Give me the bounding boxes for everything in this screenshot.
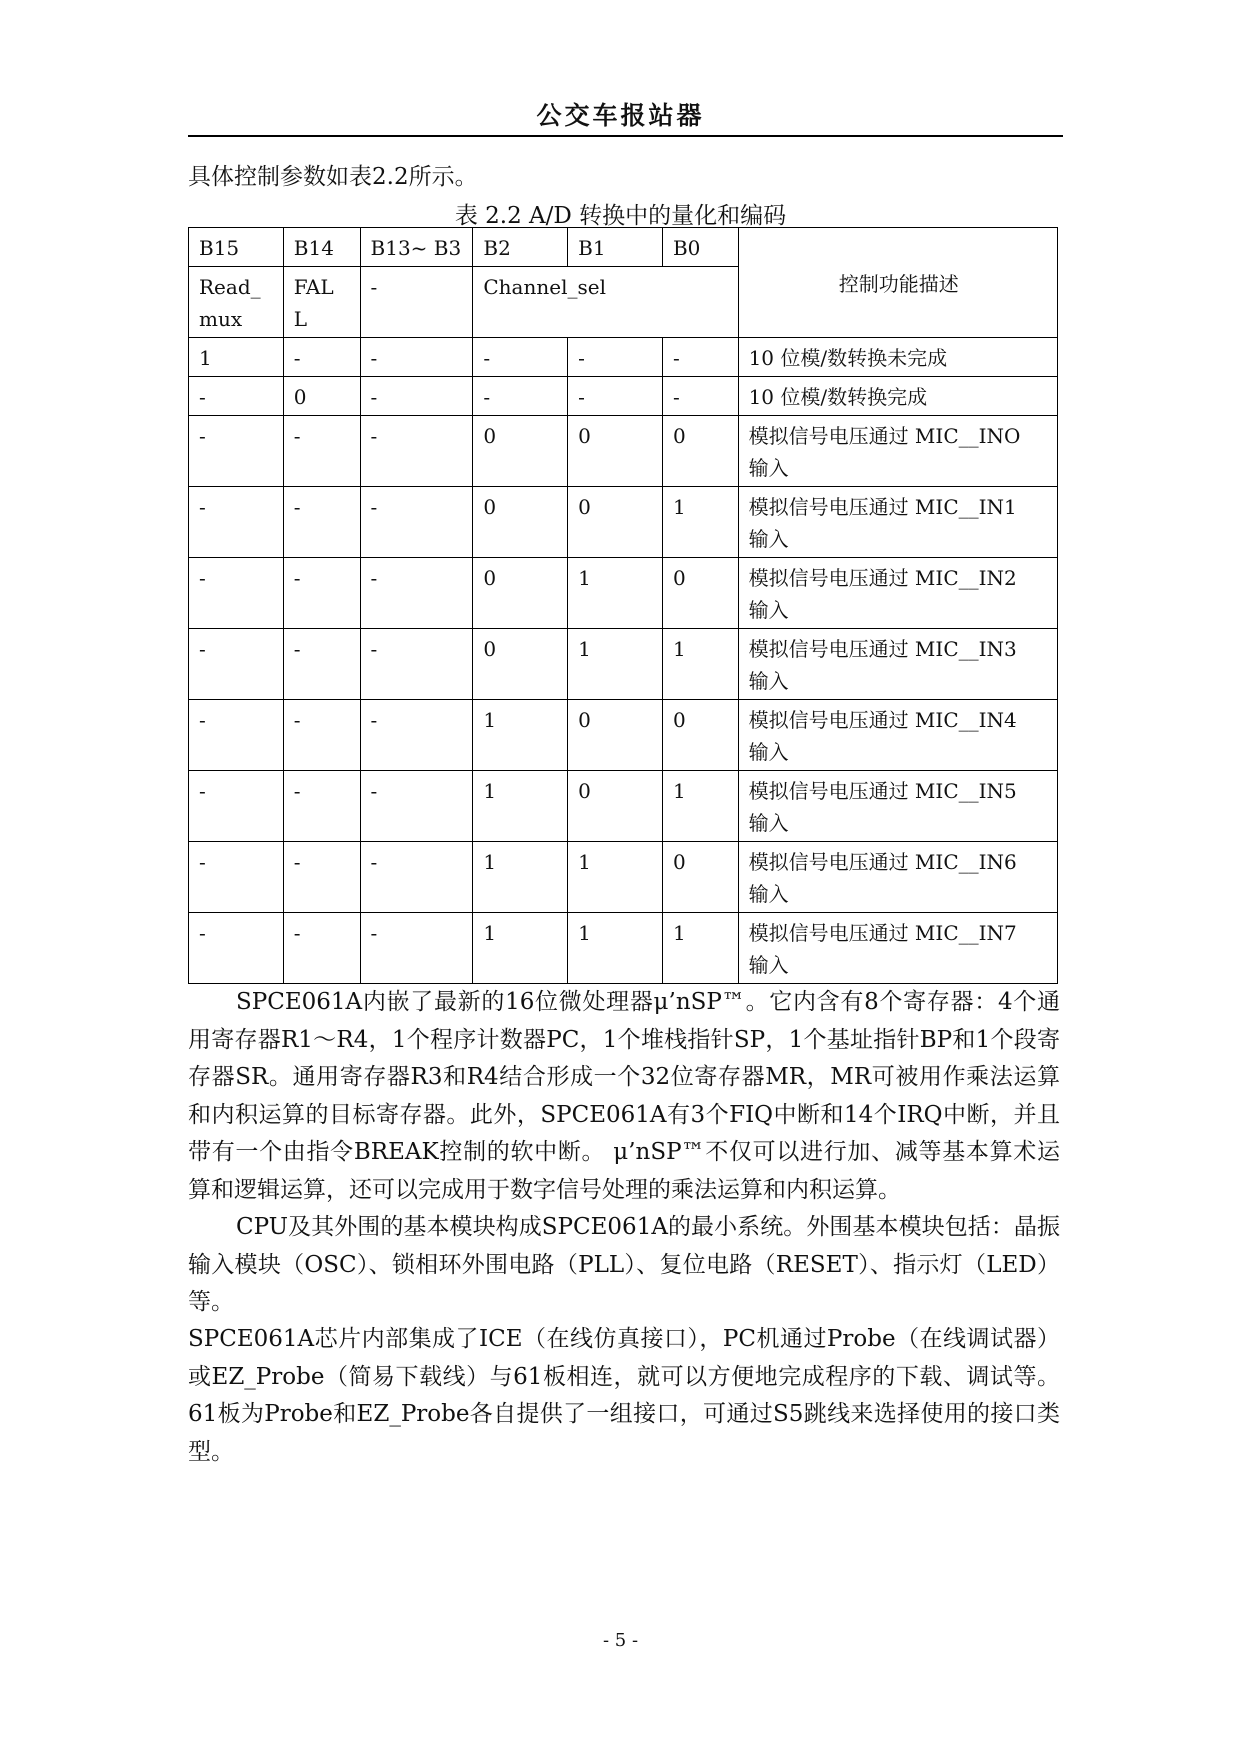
cell-b14: -: [283, 842, 360, 913]
cell-b13-b3: -: [360, 487, 473, 558]
ad-control-table: [188, 227, 1058, 984]
cell-b13-b3: -: [360, 700, 473, 771]
table-row: [189, 629, 1058, 700]
paragraph-ice: SPCE061A芯片内部集成了ICE（在线仿真接口），PC机通过Probe（在线调试器）或EZ_Probe（简易下载线）与61板相连，就可以方便地完成程序的下载、调试等。61板为Probe和EZ_Probe各自提供了一组接口，可通过S5跳线来选择使用的接口类型。: [188, 1326, 1060, 1465]
cell-b15: -: [189, 629, 284, 700]
cell-b2: 1: [473, 771, 568, 842]
cell-description: 模拟信号电压通过 MIC__IN4 输入: [738, 700, 1057, 771]
cell-b14: -: [283, 700, 360, 771]
cell-b15: -: [189, 913, 284, 984]
col-header-b15: B15: [189, 228, 284, 267]
table-row: [189, 338, 1058, 377]
cell-b14: -: [283, 416, 360, 487]
cell-b13-b3: -: [360, 377, 473, 416]
cell-b2: 0: [473, 416, 568, 487]
cell-description: 模拟信号电压通过 MIC__IN1 输入: [738, 487, 1057, 558]
cell-b14: 0: [283, 377, 360, 416]
cell-b0: 0: [662, 842, 738, 913]
cell-b1: 0: [568, 771, 663, 842]
cell-description: 10 位模/数转换未完成: [738, 338, 1057, 377]
cell-b2: 1: [473, 913, 568, 984]
cell-b1: -: [568, 377, 663, 416]
description-header: 控制功能描述: [738, 228, 1057, 338]
header-row: [189, 228, 1058, 267]
cell-b14: -: [283, 558, 360, 629]
cell-description: 模拟信号电压通过 MIC__IN2 输入: [738, 558, 1057, 629]
col-header-b1: B1: [568, 228, 663, 267]
cell-b0: 0: [662, 558, 738, 629]
cell-b2: 0: [473, 629, 568, 700]
cell-b1: -: [568, 338, 663, 377]
cell-b13-b3: -: [360, 913, 473, 984]
cell-b0: -: [662, 377, 738, 416]
cell-b2: -: [473, 377, 568, 416]
field-b13-b3: -: [360, 267, 473, 338]
table-row: [189, 487, 1058, 558]
cell-b0: 1: [662, 771, 738, 842]
cell-b0: 1: [662, 629, 738, 700]
field-channel-sel: Channel_sel: [473, 267, 738, 338]
cell-b1: 1: [568, 913, 663, 984]
cell-b1: 1: [568, 842, 663, 913]
table-row: [189, 700, 1058, 771]
cell-description: 模拟信号电压通过 MIC__IN7 输入: [738, 913, 1057, 984]
table-row: [189, 558, 1058, 629]
cell-b15: -: [189, 558, 284, 629]
table-row: [189, 842, 1058, 913]
paragraph-minimum-system: CPU及其外围的基本模块构成SPCE061A的最小系统。外围基本模块包括：晶振输入模块（OSC）、锁相环外围电路（PLL）、复位电路（RESET）、指示灯（LED）等。: [188, 1214, 1060, 1315]
cell-b1: 0: [568, 700, 663, 771]
cell-b13-b3: -: [360, 338, 473, 377]
table-row: [189, 377, 1058, 416]
cell-b2: 0: [473, 487, 568, 558]
cell-b15: 1: [189, 338, 284, 377]
cell-b1: 1: [568, 558, 663, 629]
cell-b13-b3: -: [360, 558, 473, 629]
cell-b0: -: [662, 338, 738, 377]
cell-b14: -: [283, 338, 360, 377]
col-header-b14: B14: [283, 228, 360, 267]
intro-sentence: 具体控制参数如表2.2所示。: [188, 164, 478, 190]
col-header-b2: B2: [473, 228, 568, 267]
cell-b0: 0: [662, 416, 738, 487]
col-header-b13-b3: B13~ B3: [360, 228, 473, 267]
table-row: [189, 771, 1058, 842]
cell-b2: 1: [473, 700, 568, 771]
cell-description: 10 位模/数转换完成: [738, 377, 1057, 416]
cell-b15: -: [189, 377, 284, 416]
cell-description: 模拟信号电压通过 MIC__IN5 输入: [738, 771, 1057, 842]
table-caption: 表 2.2 A/D 转换中的量化和编码: [454, 203, 787, 229]
cell-description: 模拟信号电压通过 MIC__INO 输入: [738, 416, 1057, 487]
cell-b2: -: [473, 338, 568, 377]
cell-b15: -: [189, 487, 284, 558]
cell-b13-b3: -: [360, 629, 473, 700]
cell-b15: -: [189, 700, 284, 771]
cell-b13-b3: -: [360, 771, 473, 842]
cell-b0: 1: [662, 487, 738, 558]
cell-b14: -: [283, 771, 360, 842]
cell-description: 模拟信号电压通过 MIC__IN3 输入: [738, 629, 1057, 700]
field-fall: FAL L: [283, 267, 360, 338]
cell-b1: 0: [568, 487, 663, 558]
cell-b14: -: [283, 629, 360, 700]
cell-b15: -: [189, 842, 284, 913]
cell-b14: -: [283, 913, 360, 984]
table-row: [189, 913, 1058, 984]
field-read-mux: Read_ mux: [189, 267, 284, 338]
cell-b14: -: [283, 487, 360, 558]
cell-b15: -: [189, 416, 284, 487]
header-rule: [188, 135, 1063, 137]
cell-b1: 1: [568, 629, 663, 700]
col-header-b0: B0: [662, 228, 738, 267]
cell-b13-b3: -: [360, 416, 473, 487]
cell-description: 模拟信号电压通过 MIC__IN6 输入: [738, 842, 1057, 913]
cell-b2: 0: [473, 558, 568, 629]
cell-b0: 1: [662, 913, 738, 984]
cell-b1: 0: [568, 416, 663, 487]
running-header-title: 公交车报站器: [536, 101, 705, 130]
cell-b13-b3: -: [360, 842, 473, 913]
table-row: [189, 416, 1058, 487]
cell-b15: -: [189, 771, 284, 842]
cell-b2: 1: [473, 842, 568, 913]
paragraph-cpu: SPCE061A内嵌了最新的16位微处理器μ’nSP™。它内含有8个寄存器：4个通用寄存器R1～R4，1个程序计数器PC，1个堆栈指针SP，1个基址指针BP和1个段寄存器SR。通用寄存器R3和R4结合形成一个32位寄存器MR，MR可被用作乘法运算和内积运算的目标寄存器。此外，SPCE061A有3个FIQ中断和14个IRQ中断，并且带有一个由指令BREAK控制的软中断。 μ’nSP™不仅可以进行加、减等基本算术运算和逻辑运算，还可以完成用于数字信号处理的乘法运算和内积运算。: [188, 989, 1060, 1203]
cell-b0: 0: [662, 700, 738, 771]
page-number: - 5 -: [602, 1630, 639, 1651]
